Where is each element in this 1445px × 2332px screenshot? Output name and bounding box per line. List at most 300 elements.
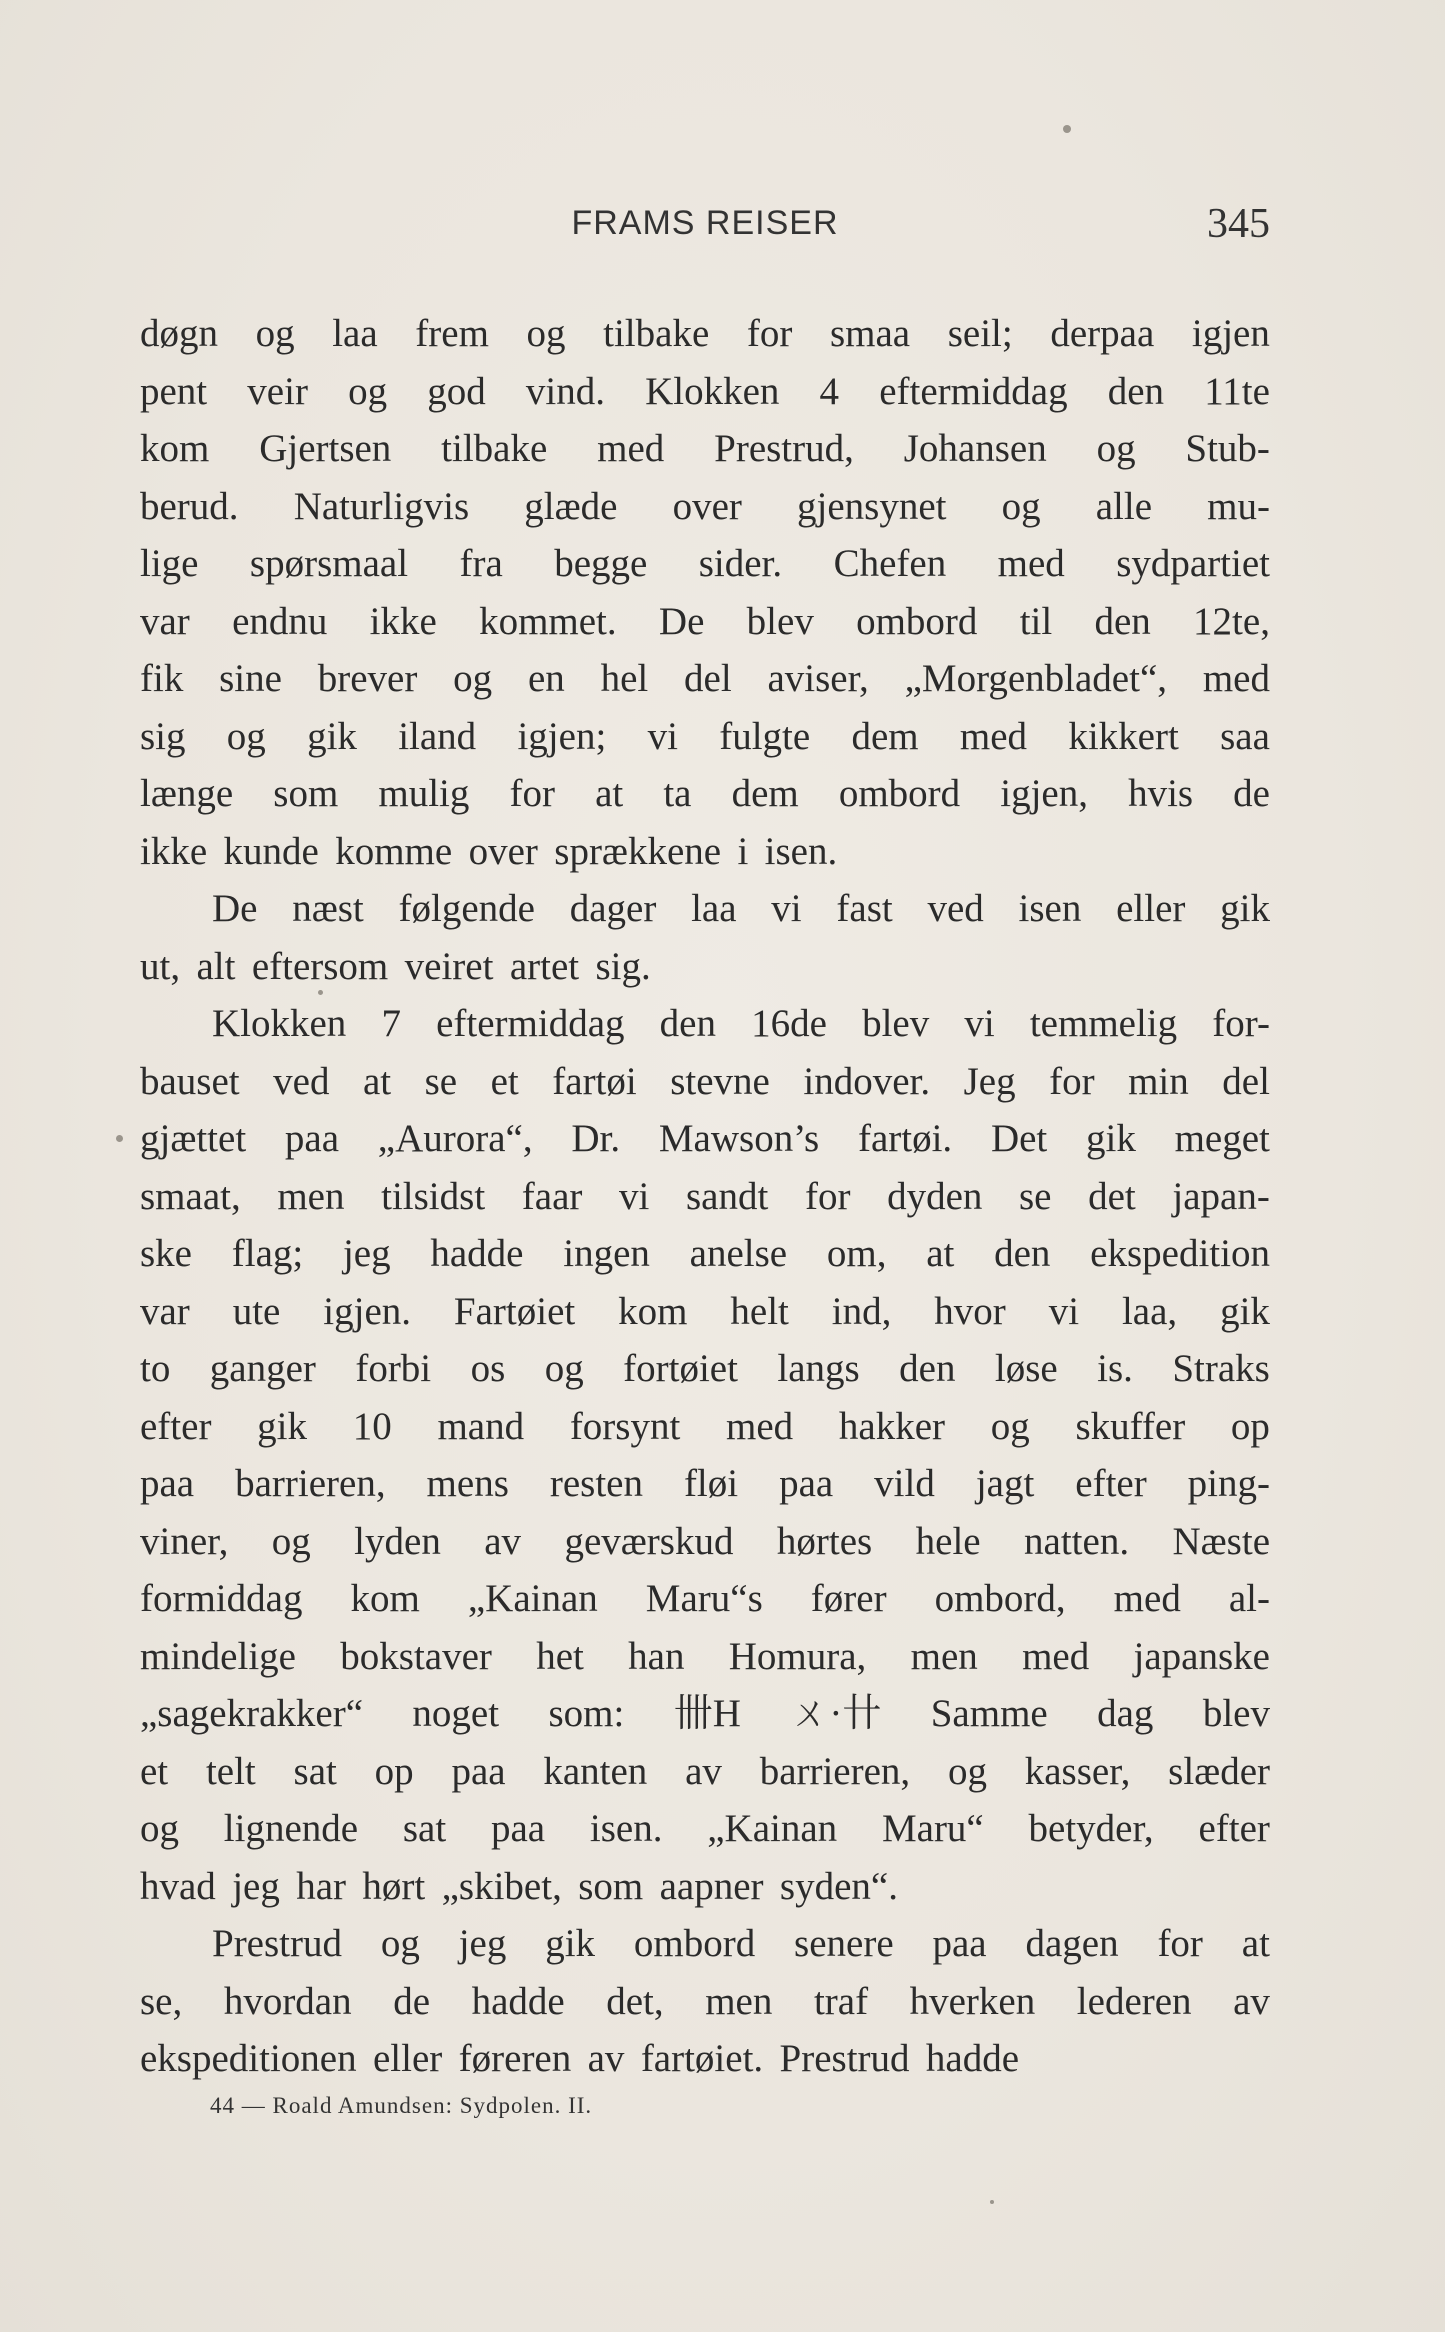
word: sydpartiet [1116,542,1270,585]
word: ut, [140,944,181,988]
word: den [659,1002,716,1045]
word: men [705,1979,773,2023]
word: god [427,369,486,413]
text-line [140,305,1270,363]
word: at [362,1059,392,1103]
word: Straks [1172,1347,1270,1390]
word: sig. [595,944,651,988]
word: veir [247,369,308,413]
word: 16de [751,1002,827,1045]
word: mens [426,1462,509,1505]
word: bauset [140,1059,240,1103]
word: hadde [471,1979,565,2023]
word: berud. [140,484,239,528]
word: paa [490,1807,546,1850]
word: fløi [683,1462,739,1505]
word: ping- [1187,1462,1270,1505]
word: aapner [659,1864,764,1908]
word: „Kainan [467,1577,598,1620]
word: vi [771,887,802,930]
word: ombord [838,772,961,815]
word: syden“. [779,1864,898,1908]
word: fortøiet [623,1347,738,1390]
word: ved [273,1059,330,1103]
word: dagen [1025,1922,1119,1965]
word: resten [549,1462,643,1505]
word: og [348,369,388,413]
word: kom [140,427,210,470]
word: barrieren, [759,1749,911,1793]
word: begge [554,542,648,585]
word: 12te, [1193,599,1270,643]
word: Samme [930,1692,1048,1735]
word: og [255,312,295,355]
word: eller [1116,887,1186,930]
word: igjen [1191,312,1270,355]
word: Maru“s [645,1577,763,1620]
word: for [1049,1059,1095,1103]
word: det [1088,1174,1136,1218]
word: den [994,1232,1051,1275]
word: løse [994,1347,1058,1390]
text-line [140,1168,1270,1226]
word: kommet. [479,599,617,643]
text-line [140,765,1270,823]
word: del [1222,1059,1270,1103]
word: ombord [633,1922,756,1965]
word: brever [317,657,418,700]
word: og [544,1347,584,1390]
page-number: 345 [1207,201,1270,247]
word: har [296,1864,347,1908]
word: en [527,657,565,700]
page-header [140,200,1270,252]
word: gik [307,714,357,758]
word: jeg [458,1922,507,1965]
word: var [140,1289,190,1333]
text-line [140,1800,1270,1858]
word: vild [874,1462,935,1505]
word: lederen [1076,1979,1192,2023]
word: eller [373,2037,443,2080]
word: Prestrud [779,2037,910,2080]
word: Fartøiet [453,1289,576,1333]
word: med [1022,1634,1090,1678]
word: De [658,599,705,643]
word: hakker [838,1404,946,1448]
word: noget [412,1692,500,1735]
text-line [140,1283,1270,1341]
word: Klokken [212,1002,347,1045]
word: med [597,427,665,470]
word: over [468,829,538,873]
word: Naturligvis [293,484,470,528]
word: med [997,542,1065,585]
word: hele [915,1519,981,1563]
word: og [380,1922,420,1965]
word: følgende [398,887,535,930]
word: isen. [764,829,838,873]
text-line [140,1455,1270,1513]
word: laa [691,887,737,930]
word: ske [140,1232,192,1275]
word: isen. [589,1807,663,1850]
word: mulig [378,772,470,815]
word: natten. [1024,1519,1130,1563]
word: fartøiet. [640,2037,764,2080]
word: ingen [563,1232,650,1275]
word: igjen. [323,1289,412,1333]
word: fik [140,657,184,700]
word: „Aurora“, [377,1117,533,1160]
text-line [140,1915,1270,1973]
word: for [746,312,793,355]
word: for [804,1174,851,1218]
word: ombord [856,599,978,643]
word: saa [1220,714,1270,758]
word: igjen; [517,714,607,758]
text-line [140,995,1270,1053]
text-line [140,535,1270,593]
word: Prestrud [212,1922,342,1965]
text-line [140,1110,1270,1168]
word: fartøi [552,1059,637,1103]
text-line [140,823,1270,881]
word: frem [415,312,489,355]
word: men [910,1634,978,1678]
word: ganger [209,1347,316,1390]
word: med [726,1404,794,1448]
word: gik [1220,887,1270,930]
word: fulgte [719,714,811,758]
word: het [536,1634,584,1678]
text-line [140,1973,1270,2031]
text-line [140,478,1270,536]
word: telt [205,1749,256,1793]
word: gik [1220,1289,1270,1333]
word: kom [618,1289,688,1333]
text-line [140,1398,1270,1456]
word: paa [284,1117,340,1160]
word: De [212,887,258,930]
word: „Kainan [707,1807,838,1850]
word: og [1096,427,1136,470]
word: isen [1018,887,1082,930]
word: smaa [829,312,911,355]
word: føreren [458,2037,572,2080]
word: tilbake [603,312,710,355]
word: gik [257,1404,307,1448]
word: kunde [223,829,319,873]
word: den [1107,369,1165,413]
word: sat [402,1807,447,1850]
word: sig [140,714,186,758]
word: alt [196,944,236,988]
word: geværskud [564,1519,734,1563]
word: ekspedition [1090,1232,1270,1275]
word: op [374,1749,414,1793]
word: al- [1228,1577,1270,1620]
word: han [628,1634,685,1678]
word: dem [851,714,919,758]
word: med [1113,1577,1181,1620]
word: som [273,772,339,815]
word: „sagekrakker“ [140,1692,364,1735]
text-line [140,1570,1270,1628]
word: dag [1097,1692,1154,1735]
word: tilbake [441,427,548,470]
word: min [1128,1059,1189,1103]
word: paa [779,1462,834,1505]
word: blev [1202,1692,1270,1735]
word: ta [663,772,692,815]
text-line [140,1053,1270,1111]
word: viner, [140,1519,229,1563]
paper-speck [116,1135,123,1142]
signature-line: 44 — Roald Amundsen: Sydpolen. II. [210,2093,593,2118]
text-line [140,420,1270,478]
word: var [140,599,190,643]
word: bokstaver [340,1634,492,1678]
word: ute [232,1289,281,1333]
word: næst [292,887,364,930]
word: laa [332,312,378,355]
text-line [140,1858,1270,1916]
word: som [578,1864,644,1908]
word: gik [1086,1117,1136,1160]
word: fartøi. [857,1117,953,1160]
word: smaat, [140,1174,241,1218]
word: is. [1097,1347,1133,1390]
word: mindelige [140,1634,296,1678]
word: 卌H [673,1692,741,1735]
word: 4 [819,369,840,413]
word: 7 [381,1002,401,1045]
word: hverken [909,1979,1036,2023]
word: seil; [947,312,1013,355]
word: eftersom [251,944,389,988]
word: tilsidst [381,1174,486,1218]
word: traf [813,1979,869,2023]
word: hadde [430,1232,524,1275]
word: endnu [232,599,328,643]
paper-speck [318,990,323,995]
word: hvor [934,1289,1006,1333]
word: blev [862,1002,930,1045]
word: Prestrud, [714,427,854,470]
paper-speck [1063,125,1071,133]
word: med [1202,657,1270,700]
word: spørsmaal [249,542,409,585]
word: lyden [354,1519,441,1563]
word: jagt [975,1462,1035,1505]
word: „Morgenbladet“, [904,657,1168,700]
word: iland [398,714,477,758]
word: 10 [352,1404,392,1448]
word: vi [1048,1289,1080,1333]
word: senere [794,1922,894,1965]
word: slæder [1168,1749,1270,1793]
word: kikkert [1068,714,1179,758]
word: artet [509,944,580,988]
word: Dr. [571,1117,621,1160]
word: se [424,1059,458,1103]
word: dem [731,772,799,815]
word: efter [140,1404,212,1448]
text-line [140,1513,1270,1571]
word: hel [600,657,649,700]
word: flag; [231,1232,304,1275]
word: Chefen [833,542,947,585]
word: Mawson’s [658,1117,820,1160]
word: hvad [140,1864,216,1908]
word: se, [140,1979,183,2023]
word: og [990,1404,1030,1448]
word: Stub- [1185,427,1270,470]
word: eftermiddag [879,369,1068,413]
word: dyden [887,1174,983,1218]
body-text [140,305,1270,2088]
word: ind, [831,1289,892,1333]
word: meget [1174,1117,1270,1160]
word: den [899,1347,956,1390]
word: hvordan [223,1979,352,2023]
word: længe [140,772,234,815]
word: ved [927,887,984,930]
word: langs [777,1347,860,1390]
text-line [140,1340,1270,1398]
word: paa [140,1462,195,1505]
word: anelse [689,1232,788,1275]
word: del [684,657,732,700]
word: Det [990,1117,1048,1160]
word: og [1001,484,1041,528]
word: over [672,484,742,528]
word: sat [293,1749,337,1793]
word: laa, [1121,1289,1178,1333]
word: et [490,1059,519,1103]
word: døgn [140,312,218,355]
text-line [140,1628,1270,1686]
word: Næste [1172,1519,1270,1563]
word: op [1230,1404,1270,1448]
word: i [737,829,749,873]
word: kom [350,1577,420,1620]
word: efter [1198,1807,1270,1850]
word: og [453,657,493,700]
text-line [140,1685,1270,1743]
word: Maru“ [881,1807,984,1850]
word: dager [569,887,657,930]
text-line [140,1743,1270,1801]
word: helt [730,1289,789,1333]
word: ikke [140,829,208,873]
word: to [140,1347,171,1390]
word: sandt [686,1174,769,1218]
text-line [140,880,1270,938]
word: forbi [355,1347,432,1390]
word: gik [545,1922,596,1965]
running-title: FRAMS REISER [571,204,839,242]
word: av [484,1519,522,1563]
word: derpaa [1050,312,1155,355]
word: den [1094,599,1151,643]
word: at [1241,1922,1270,1965]
word: indover. [803,1059,931,1103]
word: aviser, [767,657,869,700]
word: eftermiddag [436,1002,625,1045]
word: de [1233,772,1270,815]
word: gjensynet [797,484,947,528]
word: formiddag [140,1577,303,1620]
word: vi [619,1174,650,1218]
word: hvis [1128,772,1194,815]
word: betyder, [1028,1807,1154,1850]
word: fra [459,542,503,585]
word: til [1019,599,1053,643]
word: sprækkene [554,829,722,873]
word: ombord, [934,1577,1066,1620]
word: som: [548,1692,625,1735]
word: skuffer [1075,1404,1186,1448]
word: efter [1075,1462,1147,1505]
word: japan- [1172,1174,1270,1218]
word: et [140,1749,169,1793]
word: og [947,1749,987,1793]
word: lige [140,542,199,585]
text-line [140,1225,1270,1283]
word: Jeg [963,1059,1016,1103]
word: stevne [670,1059,770,1103]
text-line [140,593,1270,651]
word: for [509,772,555,815]
word: av [1233,1979,1270,2023]
text-line [140,650,1270,708]
word: fast [836,887,893,930]
word: os [470,1347,506,1390]
text-line [140,708,1270,766]
word: paa [451,1749,506,1793]
word: Klokken [645,369,780,413]
word: mu- [1207,484,1270,528]
text-line [140,2030,1270,2088]
word: for- [1212,1002,1270,1045]
word: igjen, [1000,772,1088,815]
word: sider. [698,542,783,585]
word: barrieren, [235,1462,386,1505]
word: for [1157,1922,1203,1965]
word: se [1019,1174,1052,1218]
word: om, [826,1232,887,1275]
word: hadde [925,2037,1020,2080]
word: glæde [524,484,618,528]
word: kanten [543,1749,648,1793]
word: ikke [369,599,437,643]
word: faar [521,1174,583,1218]
word: at [926,1232,955,1275]
word: vi [647,714,678,758]
word: de [393,1979,430,2023]
text-line [140,938,1270,996]
word: 11te [1204,369,1270,413]
word: og [526,312,566,355]
word: blev [746,599,814,643]
word: alle [1095,484,1153,528]
word: japanske [1133,1634,1270,1678]
word: jeg [232,1864,280,1908]
word: „skibet, [441,1864,562,1908]
word: vind. [525,369,605,413]
